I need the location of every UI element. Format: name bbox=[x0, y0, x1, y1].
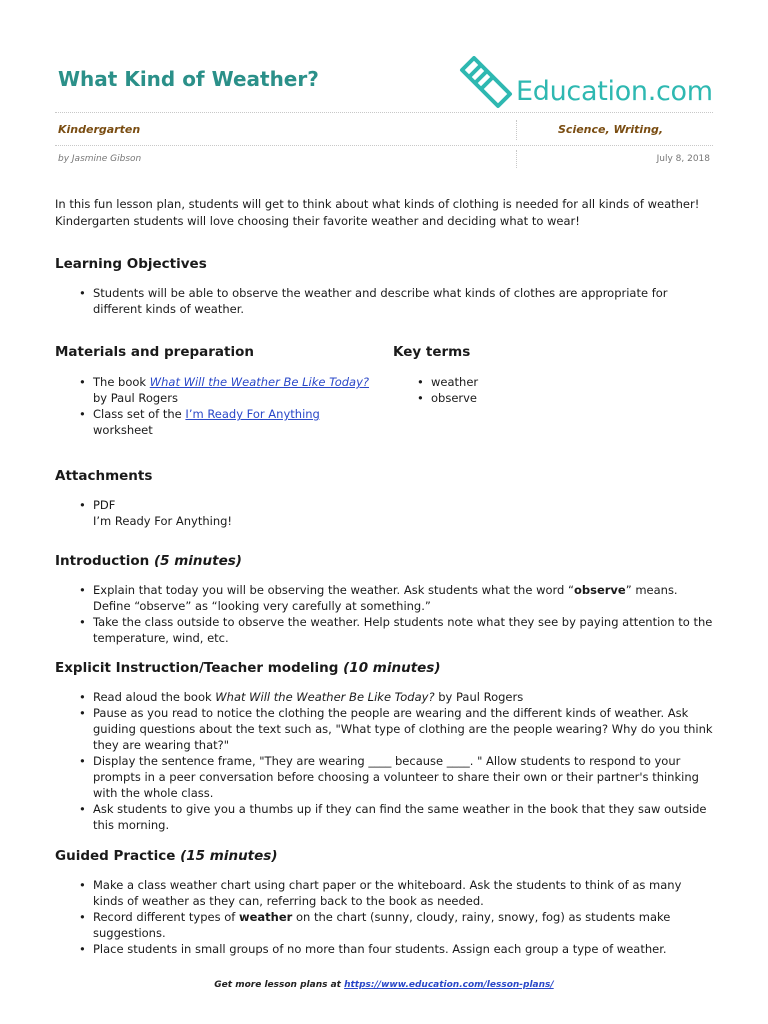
section-heading-introduction bbox=[55, 553, 242, 569]
list-item: • Take the class outside to observe the weather. Help students note what they see by paying attention to the temperature, wind, etc. bbox=[55, 614, 715, 646]
bold-term: weather bbox=[238, 910, 293, 924]
footer-text: Get more lesson plans at bbox=[214, 980, 345, 990]
book-link[interactable]: What Will the Weather Be Like Today? bbox=[149, 375, 370, 389]
heading-time: (5 minutes) bbox=[153, 553, 242, 569]
header-vertical-divider bbox=[516, 120, 517, 140]
page-title: What Kind of Weather? bbox=[58, 67, 319, 91]
header-divider bbox=[55, 112, 713, 113]
attachment-type: PDF bbox=[93, 498, 116, 512]
bold-term: observe bbox=[573, 583, 626, 597]
list-item bbox=[55, 406, 385, 438]
list-item: • weather bbox=[393, 374, 593, 390]
worksheet-link[interactable]: I’m Ready For Anything bbox=[185, 407, 320, 421]
section-heading-explicit-instruction bbox=[55, 660, 441, 676]
section-heading-objectives: Learning Objectives bbox=[55, 256, 207, 272]
pencil-logo-icon bbox=[454, 56, 516, 114]
meta-vertical-divider bbox=[516, 150, 517, 168]
lesson-plans-link[interactable]: https://www.education.com/lesson-plans/ bbox=[344, 980, 554, 990]
logo-wordmark: Education.com bbox=[516, 76, 713, 107]
attachments-list bbox=[55, 497, 455, 529]
text-run: Explain that today you will be observing the weather. Ask students what the word “ bbox=[93, 583, 574, 597]
objectives-list bbox=[55, 285, 695, 317]
list-item: • Make a class weather chart using chart paper or the whiteboard. Ask the students to think of as many kinds of weather as they can, referring back to the book as needed. bbox=[55, 877, 715, 909]
worksheet-suffix: worksheet bbox=[93, 423, 153, 437]
list-item: • Place students in small groups of no more than four students. Assign each group a type of weather. bbox=[55, 941, 715, 957]
text-run: on the chart (sunny, cloudy, rainy, snowy, fog) as students make suggestions. bbox=[93, 910, 671, 940]
text-run: Record different types of bbox=[93, 910, 239, 924]
materials-list bbox=[55, 374, 385, 438]
book-author: by Paul Rogers bbox=[93, 391, 178, 405]
attachment-name: I’m Ready For Anything! bbox=[93, 514, 233, 528]
worksheet-prefix: Class set of the bbox=[93, 407, 186, 421]
heading-time: (15 minutes) bbox=[180, 848, 278, 864]
intro-line: In this fun lesson plan, students will get to think about what kinds of clothing is needed for all kinds of weather! bbox=[55, 197, 700, 211]
meta-divider bbox=[55, 145, 713, 146]
heading-text: Guided Practice bbox=[55, 848, 176, 864]
publish-date: July 8, 2018 bbox=[656, 154, 710, 164]
text-run: Read aloud the book bbox=[93, 690, 216, 704]
list-item bbox=[55, 374, 385, 406]
introduction-list bbox=[55, 582, 715, 646]
book-prefix: The book bbox=[93, 375, 150, 389]
heading-time: (10 minutes) bbox=[343, 660, 441, 676]
section-heading-guided-practice bbox=[55, 848, 278, 864]
page-footer bbox=[0, 980, 768, 990]
list-item: • Pause as you read to notice the clothing the people are wearing and the different kinds of weather. Ask guiding questions about the text such as, "What type of clothing are the people wearing? Why do you think they are wearing that?" bbox=[55, 705, 715, 753]
list-item: • observe bbox=[393, 390, 593, 406]
section-heading-key-terms: Key terms bbox=[393, 344, 471, 360]
intro-line: Kindergarten students will love choosing their favorite weather and deciding what to wear! bbox=[55, 213, 580, 228]
section-heading-attachments: Attachments bbox=[55, 468, 153, 484]
list-item: • Display the sentence frame, "They are wearing ____ because ____. " Allow students to respond to your prompts in a peer conversation before choosing a volunteer to share their own or their partner's thinking with the whole class. bbox=[55, 753, 715, 801]
list-item bbox=[55, 689, 715, 705]
key-terms-list bbox=[393, 374, 593, 406]
section-heading-materials: Materials and preparation bbox=[55, 344, 254, 360]
explicit-instruction-list bbox=[55, 689, 715, 833]
guided-practice-list bbox=[55, 877, 715, 957]
education-com-logo[interactable] bbox=[454, 56, 716, 114]
heading-text: Explicit Instruction/Teacher modeling bbox=[55, 660, 339, 676]
attachment-item[interactable] bbox=[55, 497, 455, 529]
list-item: • Students will be able to observe the weather and describe what kinds of clothes are appropriate for different kinds of weather. bbox=[55, 285, 695, 317]
author-byline: by Jasmine Gibson bbox=[58, 154, 142, 164]
subject-list: Science, Writing, bbox=[558, 123, 664, 136]
heading-text: Introduction bbox=[55, 553, 150, 569]
list-item bbox=[55, 909, 715, 941]
list-item bbox=[55, 582, 715, 614]
grade-level: Kindergarten bbox=[58, 123, 141, 136]
text-run: ” means. Define “observe” as “looking very carefully at something.” bbox=[93, 583, 678, 613]
text-run: by Paul Rogers bbox=[434, 690, 524, 704]
list-item: • Ask students to give you a thumbs up if they can find the same weather in the book that they saw outside this morning. bbox=[55, 801, 715, 833]
book-title: What Will the Weather Be Like Today? bbox=[215, 690, 435, 704]
intro-paragraph bbox=[55, 196, 720, 229]
